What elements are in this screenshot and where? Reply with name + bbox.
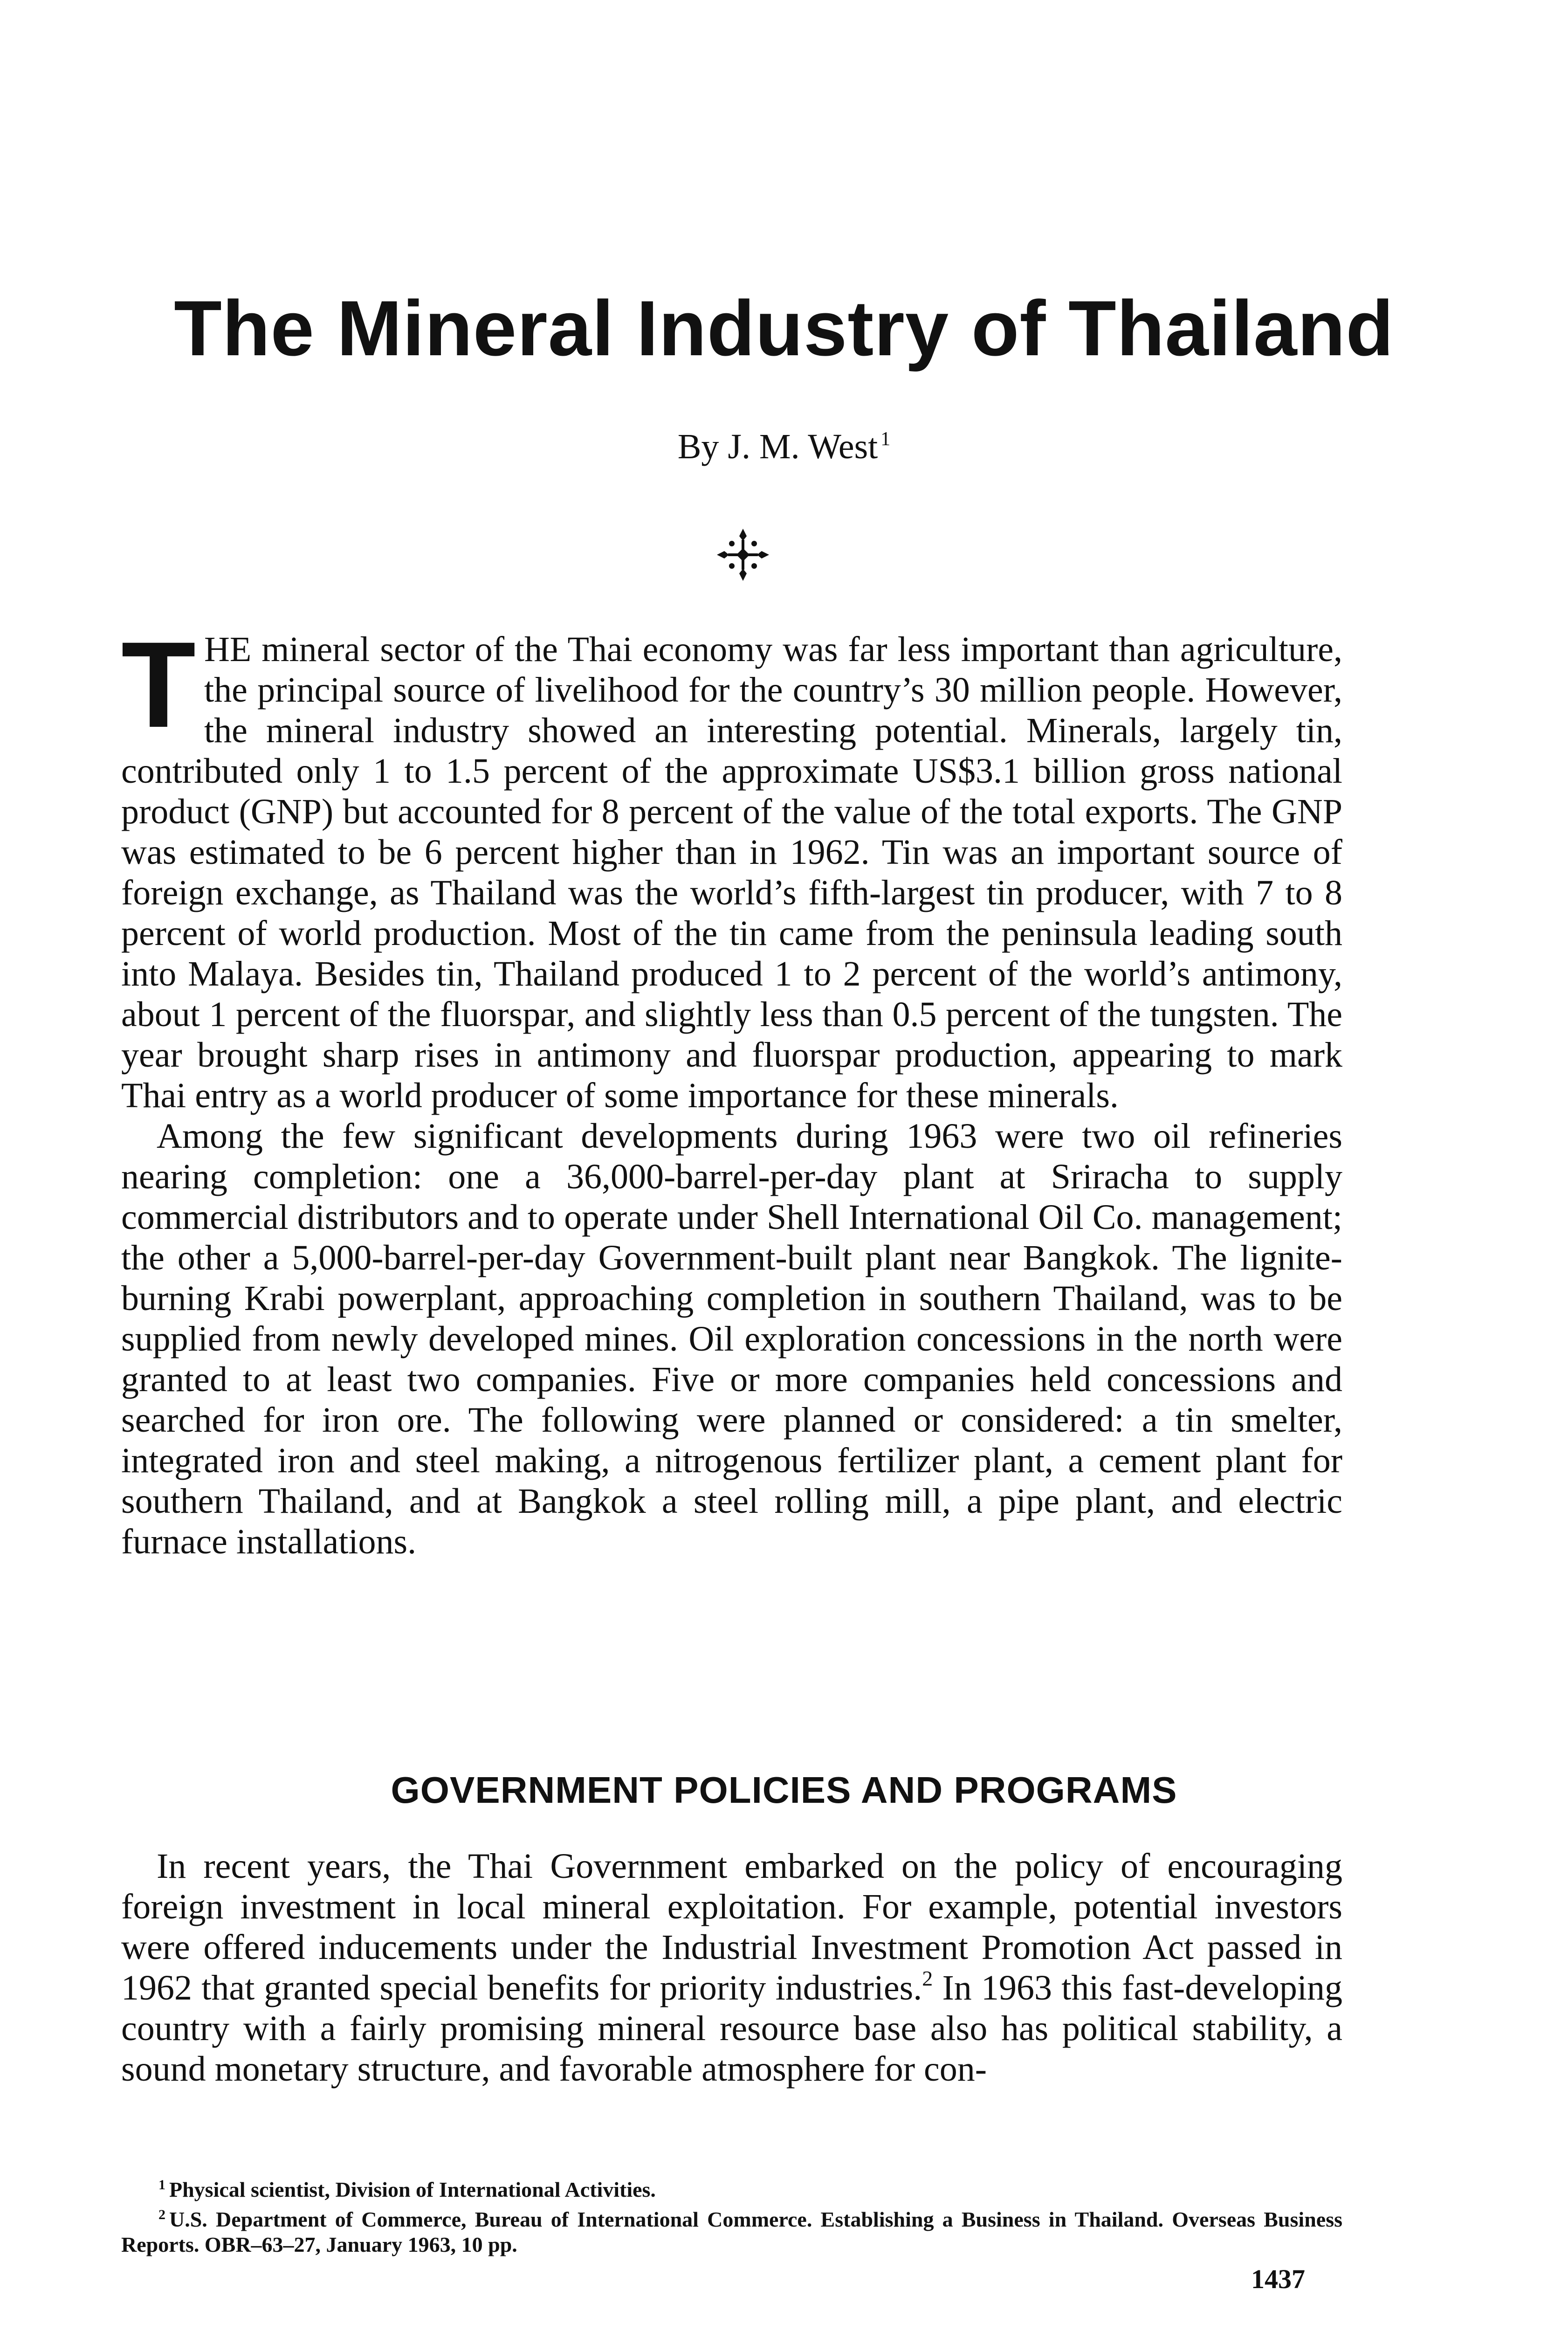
- footnote-1: [121, 2172, 1342, 2202]
- author-name: By J. M. West: [677, 427, 878, 466]
- footnote-2: [121, 2202, 1342, 2257]
- byline-footnote-mark: 1: [880, 428, 891, 450]
- footnote-2-mark: 2: [158, 2207, 165, 2222]
- page-number: 1437: [1251, 2264, 1305, 2294]
- footnote-1-mark: 1: [158, 2177, 165, 2193]
- byline: [0, 429, 1568, 464]
- page-title: The Mineral Industry of Thailand: [174, 284, 1394, 372]
- footnote-2-text: U.S. Department of Commerce, Bureau of International Commerce. Establishing a Business in Thailand. Overseas Business Reports. OBR–63–27, January 1963, 10 pp.: [121, 2207, 1342, 2256]
- footnote-1-text: Physical scientist, Division of International Activities.: [169, 2178, 656, 2201]
- section-paragraph: [121, 1846, 1342, 2090]
- section-paragraph-text-b: In 1963 this fast-developing country with a fairly promising mineral resource base also has political stability, a sound monetary structure, and favorable atmosphere for con-: [121, 1968, 1342, 2089]
- footnote-ref-2: 2: [922, 1966, 933, 1990]
- cross-flourish-icon: [715, 527, 771, 583]
- intro-paragraph-2: Among the few significant developments during 1963 were two oil refineries nearing completion: one a 36,000-barrel-per-day plant at Sriracha to supply commercial distributors and to operate under Shell International Oil Co. management; the other a 5,000-barrel-per-day Government-built plant near Bangkok. The lignite-burning Krabi powerplant, approaching completion in southern Thailand, was to be supplied from newly developed mines. Oil exploration concessions in the north were granted to at least two companies. Five or more companies held concessions and searched for iron ore. The following were planned or considered: a tin smelter, integrated iron and steel making, a nitrogenous fertilizer plant, a cement plant for southern Thailand, and at Bangkok a steel rolling mill, a pipe plant, and electric furnace installations.: [121, 1117, 1342, 1561]
- drop-cap: T: [121, 616, 196, 753]
- section-body: [121, 1846, 1342, 2090]
- section-heading: GOVERNMENT POLICIES AND PROGRAMS: [391, 1769, 1177, 1811]
- intro-paragraph-1: [121, 616, 1342, 1116]
- footnotes: [121, 2172, 1342, 2257]
- intro-paragraph-1-text: HE mineral sector of the Thai economy was far less important than agriculture, the principal source of livelihood for the country’s 30 million people. However, the mineral industry showed an interesting potential. Minerals, largely tin, contributed only 1 to 1.5 percent of the approximate US$3.1 billion gross national product (GNP) but accounted for 8 percent of the value of the total exports. The GNP was estimated to be 6 percent higher than in 1962. Tin was an important source of foreign exchange, as Thailand was the world’s fifth-largest tin producer, with 7 to 8 percent of world production. Most of the tin came from the peninsula leading south into Malaya. Besides tin, Thailand produced 1 to 2 percent of the world’s antimony, about 1 percent of the fluorspar, and slightly less than 0.5 percent of the tungsten. The year brought sharp rises in antimony and fluorspar production, appearing to mark Thai entry as a world producer of some importance for these minerals.: [121, 630, 1342, 1115]
- section-paragraph-text-a: In recent years, the Thai Government embarked on the policy of encouraging foreign investment in local mineral exploitation. For example, potential investors were offered inducements under the Industrial Investment Promotion Act passed in 1962 that granted special benefits for priority industries.: [121, 1847, 1342, 2007]
- intro-section: [121, 616, 1342, 1562]
